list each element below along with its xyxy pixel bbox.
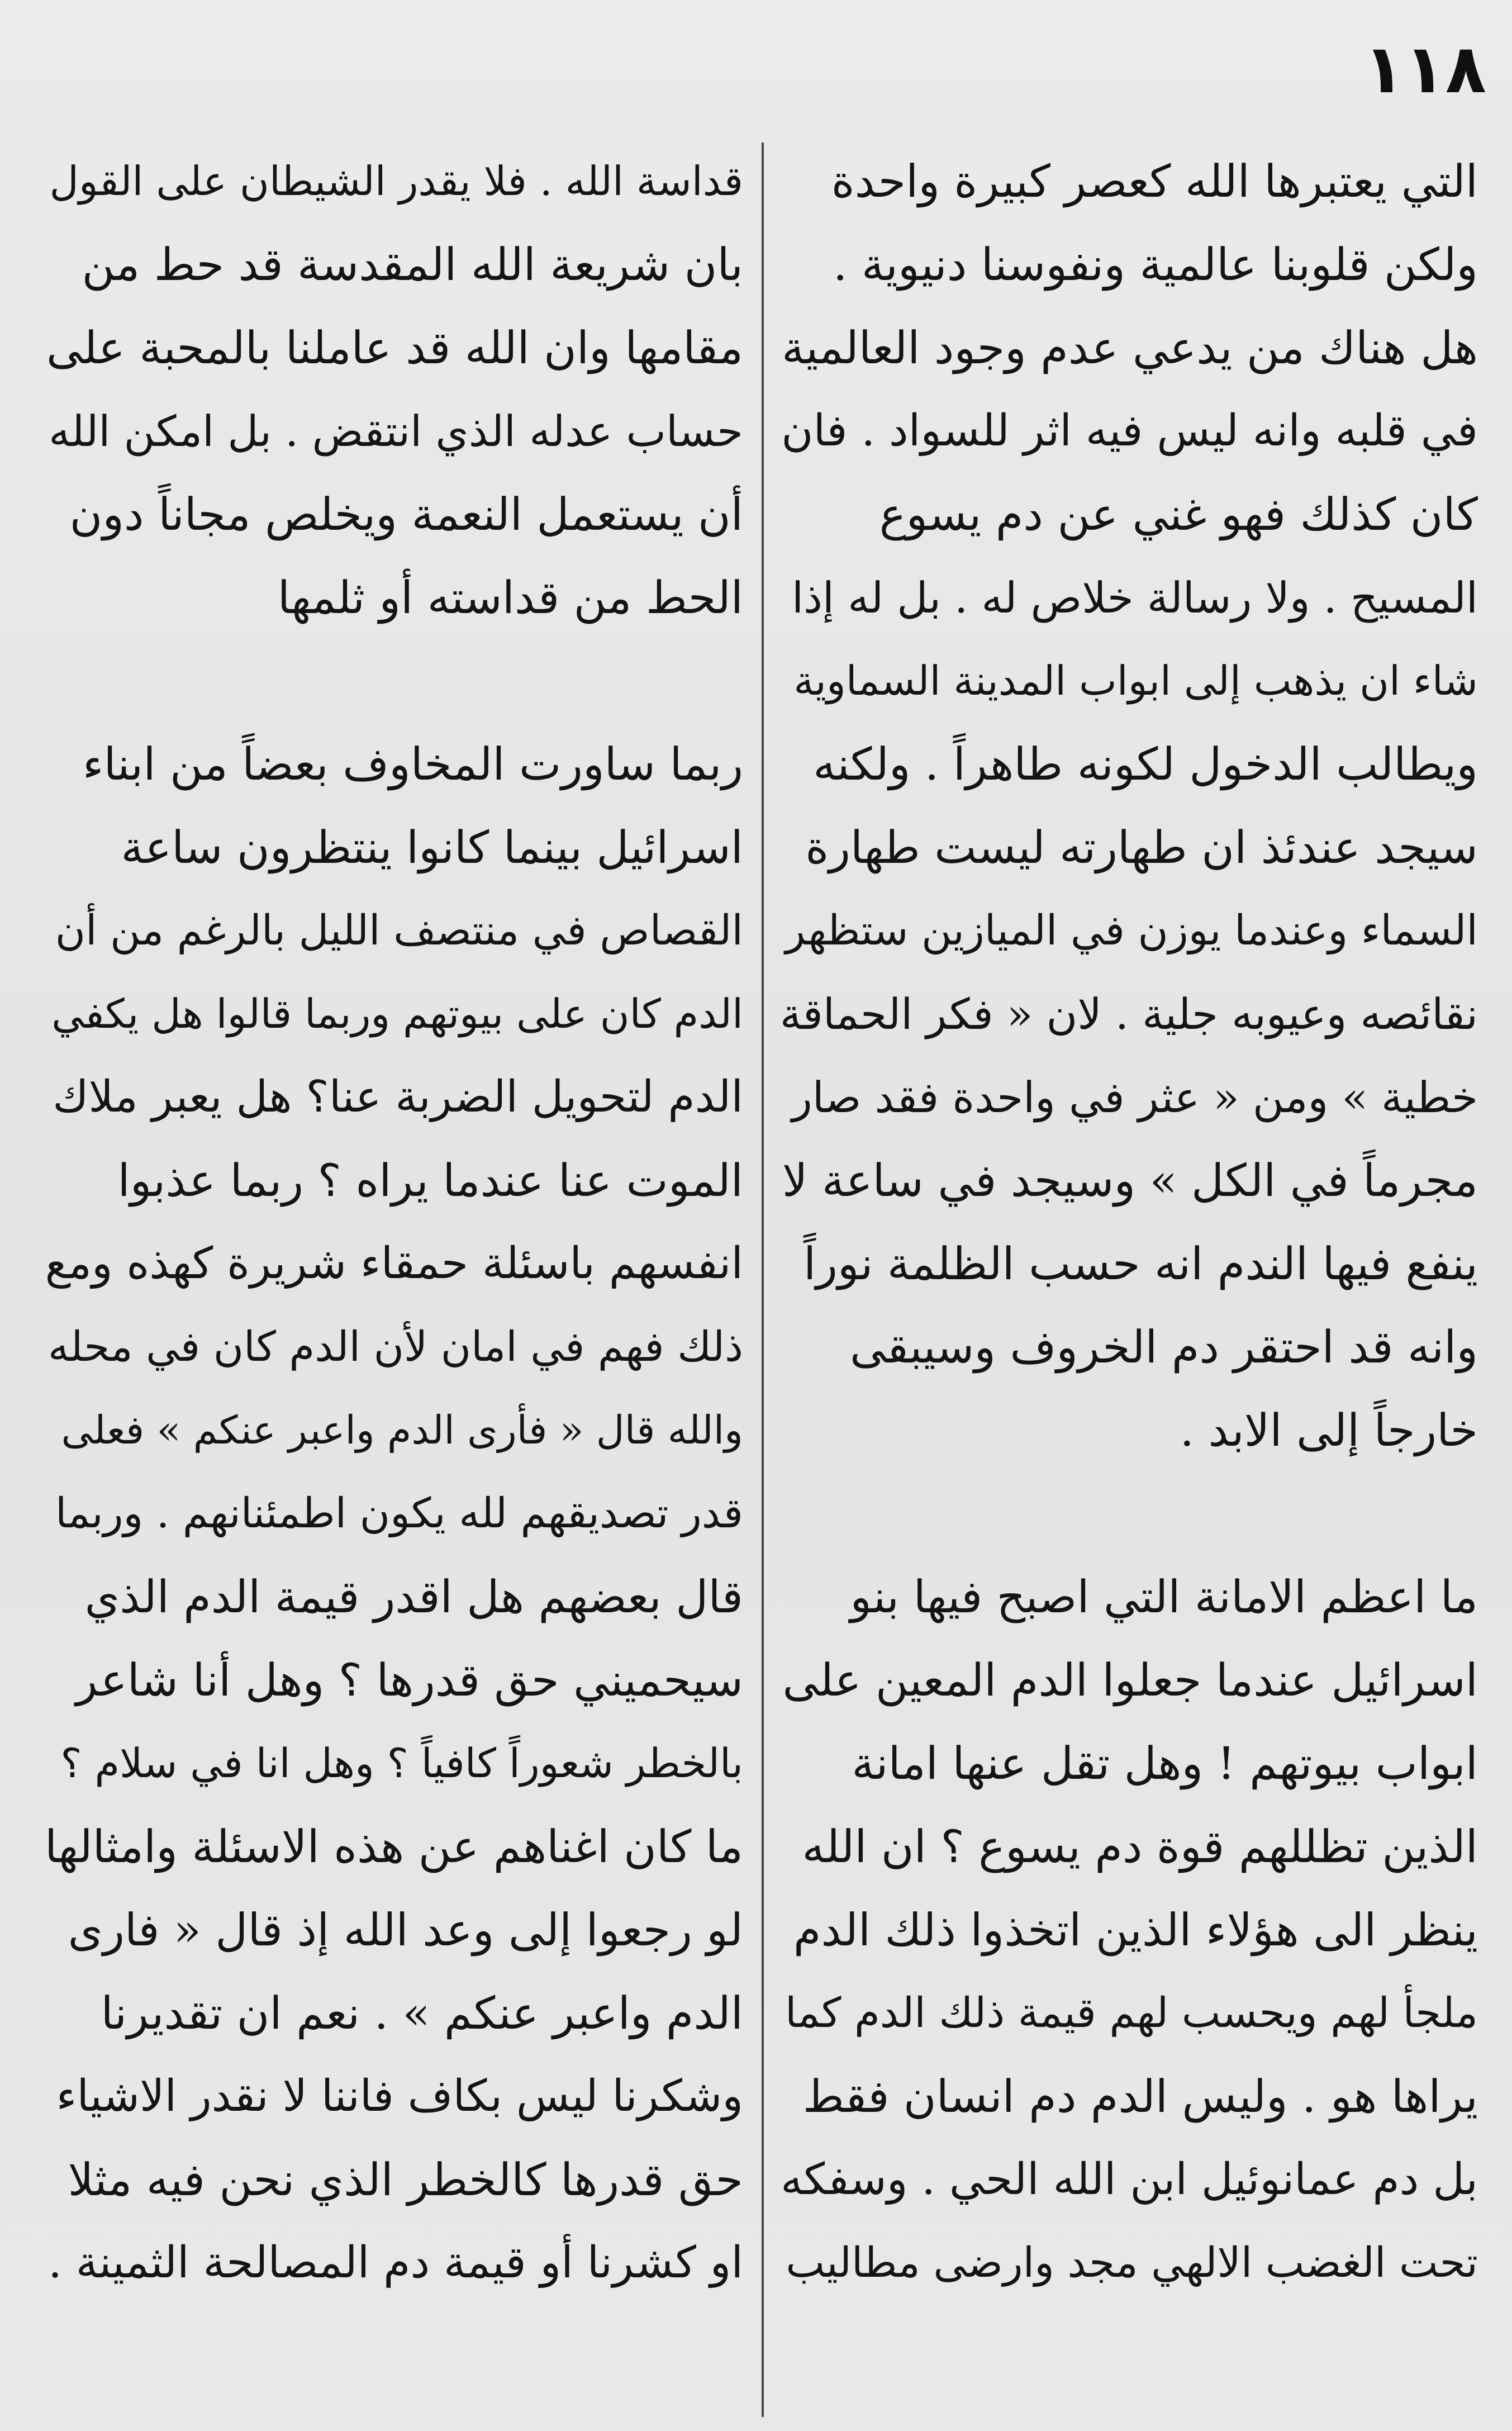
text-line: والله قال « فأرى الدم واعبر عنكم » فعلى (61, 1407, 743, 1453)
text-line: هل هناك من يدعي عدم وجود العالمية (782, 322, 1478, 374)
text-line: مقامها وان الله قد عاملنا بالمحبة على (46, 322, 743, 374)
text-line: ولكن قلوبنا عالمية ونفوسنا دنيوية . (833, 239, 1478, 291)
text-line: كان كذلك فهو غني عن دم يسوع (879, 488, 1478, 540)
text-line: ابواب بيوتهم ! وهل تقل عنها امانة (852, 1737, 1478, 1789)
text-line: قدر تصديقهم لله يكون اطمئنانهم . وربما (55, 1489, 743, 1537)
text-line: ذلك فهم في امان لأن الدم كان في محله (48, 1323, 743, 1371)
text-line: التي يعتبرها الله كعصر كبيرة واحدة (831, 155, 1478, 207)
text-line: ملجأ لهم ويحسب لهم قيمة ذلك الدم كما (784, 1989, 1478, 2037)
text-line: يراها هو . وليس الدم دم انسان فقط (802, 2071, 1478, 2123)
right-paragraph-2 (779, 1555, 1478, 2305)
column-divider (762, 143, 764, 2417)
text-line: ينفع فيها الندم انه حسب الظلمة نوراً (803, 1238, 1478, 1290)
right-column (779, 140, 1478, 2305)
page-number: ١١٨ (1363, 31, 1486, 108)
text-line: مجرماً في الكل » وسيجد في ساعة لا (782, 1155, 1478, 1207)
text-line: وانه قد احتقر دم الخروف وسيبقى (849, 1321, 1478, 1373)
text-line: وشكرنا ليس بكاف فاننا لا نقدر الاشياء (56, 2071, 743, 2121)
text-line: بان شريعة الله المقدسة قد حط من (82, 239, 743, 291)
text-line: خارجاً إلى الابد . (1180, 1404, 1478, 1456)
text-line: بل دم عمانوئيل ابن الله الحي . وسفكه (781, 2154, 1478, 2205)
text-line: ما كان اغناهم عن هذه الاسئلة وامثالها (45, 1821, 743, 1873)
text-line: تحت الغضب الالهي مجد وارضى مطاليب (786, 2239, 1478, 2287)
right-paragraph-1 (779, 140, 1478, 1472)
text-line: ينظر الى هؤلاء الذين اتخذوا ذلك الدم (793, 1904, 1478, 1956)
text-line: حق قدرها كالخطر الذي نحن فيه مثلا (68, 2154, 743, 2206)
text-line: بالخطر شعوراً كافياً ؟ وهل انا في سلام ؟ (60, 1740, 743, 1787)
text-line: الدم واعبر عنكم » . نعم ان تقديرنا (101, 1987, 743, 2039)
text-line: لو رجعوا إلى وعد الله إذ قال « فارى (68, 1904, 743, 1956)
text-line: حساب عدله الذي انتقض . بل امكن الله (49, 406, 743, 456)
text-line: اسرائيل عندما جعلوا الدم المعين على (782, 1654, 1478, 1706)
text-line: ربما ساورت المخاوف بعضاً من ابناء (82, 738, 743, 790)
text-line: القصاص في منتصف الليل بالرغم من أن (55, 906, 743, 955)
text-line: ما اعظم الامانة التي اصبح فيها بنو (850, 1571, 1478, 1623)
paragraph-gap (45, 639, 743, 723)
left-paragraph-1 (45, 140, 743, 639)
text-line: انفسهم باسئلة حمقاء شريرة كهذه ومع (45, 1238, 743, 1289)
text-line: سيجد عندئذ ان طهارته ليست طهارة (805, 822, 1478, 873)
paragraph-gap (779, 1472, 1478, 1555)
text-line: الحط من قداسته أو ثلمها (277, 572, 743, 624)
left-paragraph-2 (45, 723, 743, 2305)
text-line: ويطالب الدخول لكونه طاهراً . ولكنه (813, 738, 1478, 790)
left-column (45, 140, 743, 2305)
text-line: نقائصه وعيوبه جلية . لان « فكر الحماقة (779, 989, 1478, 1039)
text-line: او كشرنا أو قيمة دم المصالحة الثمينة . (48, 2238, 743, 2288)
text-line: في قلبه وانه ليس فيه اثر للسواد . فان (781, 406, 1478, 456)
text-line: قداسة الله . فلا يقدر الشيطان على القول (49, 158, 743, 205)
text-line: الدم لتحويل الضربة عنا؟ هل يعبر ملاك (53, 1072, 743, 1122)
text-line: سيحميني حق قدرها ؟ وهل أنا شاعر (75, 1654, 743, 1706)
text-line: الدم كان على بيوتهم وربما قالوا هل يكفي (51, 990, 743, 1037)
text-line: قال بعضهم هل اقدر قيمة الدم الذي (84, 1571, 743, 1623)
text-line: الموت عنا عندما يراه ؟ ربما عذبوا (117, 1155, 743, 1207)
text-line: المسيح . ولا رسالة خلاص له . بل له إذا (791, 573, 1478, 623)
text-line: أن يستعمل النعمة ويخلص مجاناً دون (69, 488, 743, 540)
text-line: الذين تظللهم قوة دم يسوع ؟ ان الله (802, 1821, 1478, 1873)
text-line: اسرائيل بينما كانوا ينتظرون ساعة (121, 822, 743, 873)
text-line: شاء ان يذهب إلى ابواب المدينة السماوية (793, 657, 1478, 704)
text-line: السماء وعندما يوزن في الميازين ستظهر (785, 906, 1478, 955)
text-line: خطية » ومن « عثر في واحدة فقد صار (792, 1072, 1478, 1122)
